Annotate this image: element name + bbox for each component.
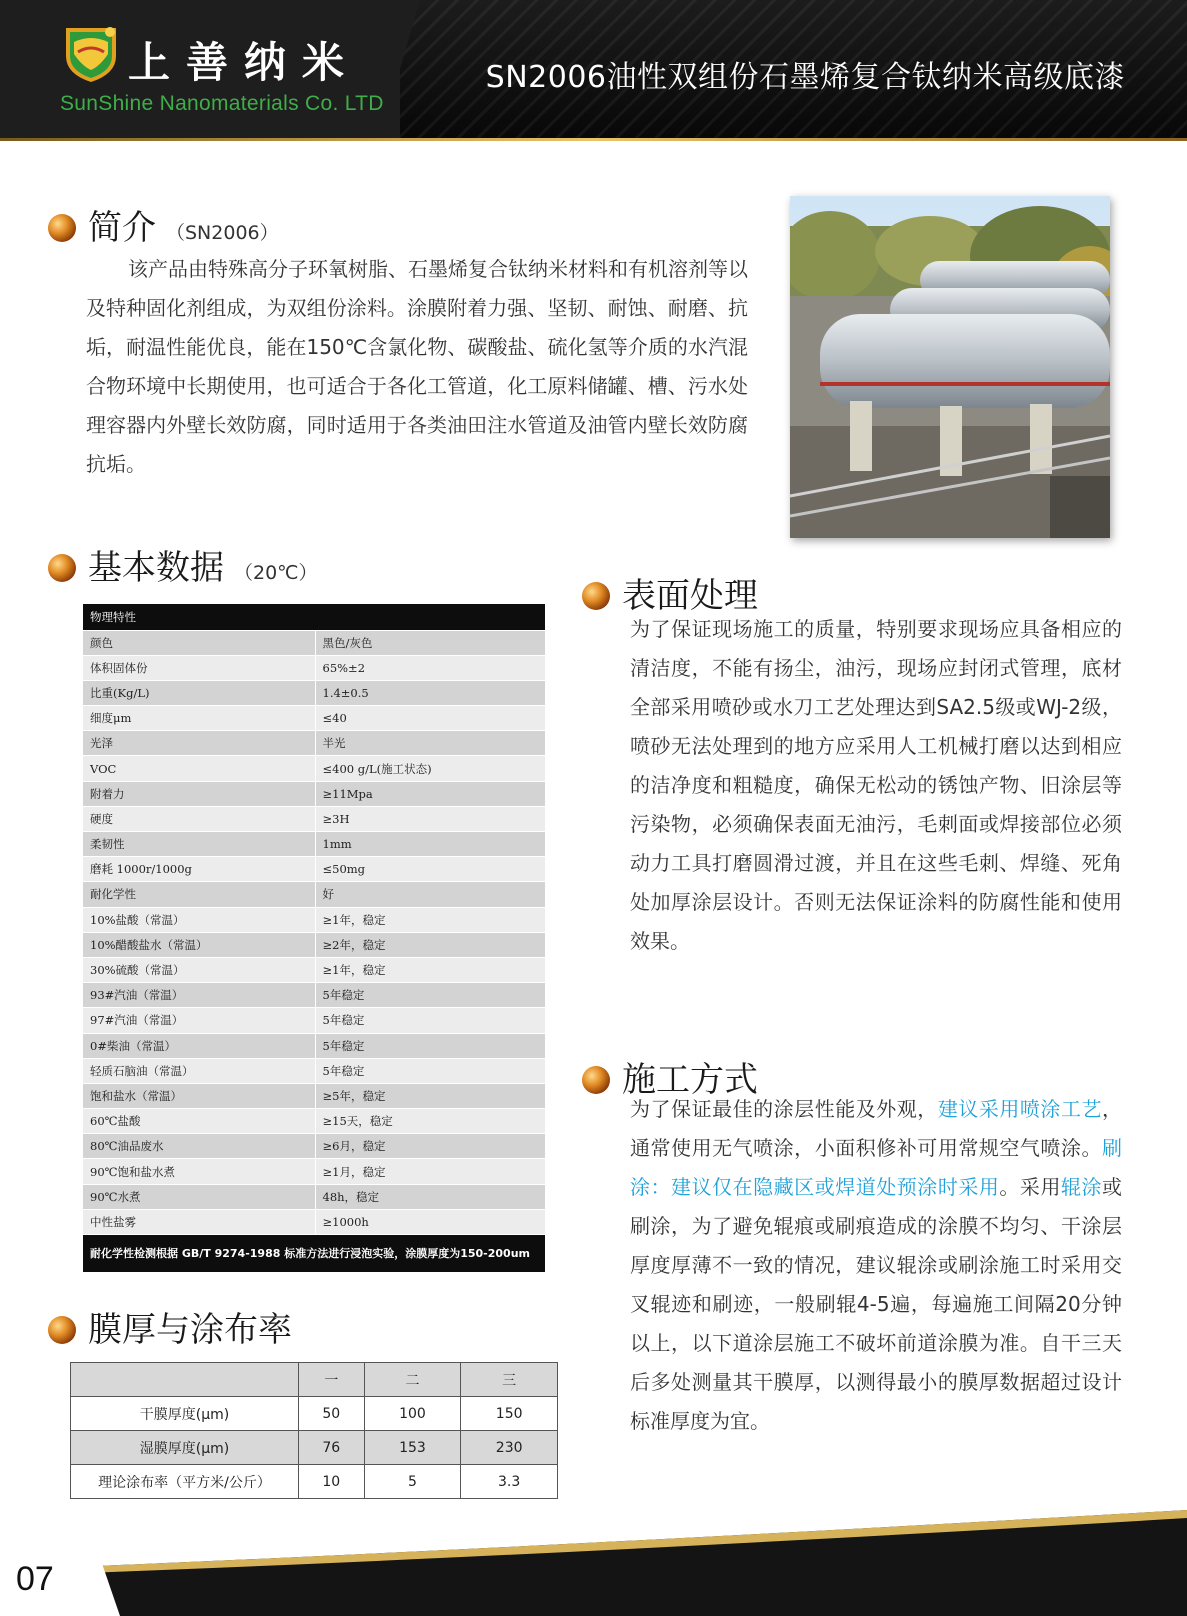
property-name-cell: 硬度	[83, 806, 315, 831]
property-value-cell: ≥5年，稳定	[315, 1083, 545, 1108]
property-name-cell: 93#汽油（常温）	[83, 983, 315, 1008]
header-banner	[0, 0, 1187, 138]
property-value-cell: 黑色/灰色	[315, 630, 545, 655]
table-header-cell: 物理特性	[83, 604, 545, 630]
table-cell: 3.3	[461, 1465, 558, 1499]
table-cell	[71, 1363, 299, 1397]
table-row	[83, 882, 545, 907]
property-name-cell: 80℃油品废水	[83, 1134, 315, 1159]
table-row	[83, 983, 545, 1008]
property-value-cell: ≥2年，稳定	[315, 932, 545, 957]
logo-chinese-name: 上善纳米	[128, 38, 361, 87]
table-row	[83, 1083, 545, 1108]
property-name-cell: 30%硫酸（常温）	[83, 957, 315, 982]
table-row	[83, 1058, 545, 1083]
intro-subtitle: （SN2006）	[166, 222, 279, 244]
table-col-header: 一	[299, 1363, 365, 1397]
physical-properties-table	[83, 604, 545, 1273]
section-bullet-icon	[48, 1316, 76, 1344]
table-cell: 10	[299, 1465, 365, 1499]
header-divider	[0, 138, 1187, 141]
property-name-cell: 90℃水煮	[83, 1184, 315, 1209]
property-name-cell: 磨耗 1000r/1000g	[83, 857, 315, 882]
page-title: SN2006油性双组份石墨烯复合钛纳米高级底漆	[485, 60, 1125, 95]
construction-highlight-brush: 刷涂：建议仅在隐藏区或焊道处预涂时采用	[630, 1136, 1122, 1199]
property-name-cell: 颜色	[83, 630, 315, 655]
property-name-cell: 附着力	[83, 781, 315, 806]
table-header-row	[83, 604, 545, 630]
property-value-cell: 5年稳定	[315, 983, 545, 1008]
table-row	[83, 907, 545, 932]
construction-text-part: 或刷涂，为了避免辊痕或刷痕造成的涂膜不均匀、干涂层厚度厚薄不一致的情况，建议辊涂或刷涂施工时采用交叉辊迹和刷迹，一般刷辊4-5遍，每遍施工间隔20分钟以上，以下道涂层施工不破坏前道涂膜为准。自干三天后多处测量其干膜厚，以测得最小的膜厚数据超过设计标准厚度为宜。	[630, 1175, 1123, 1433]
surface-title: 表面处理	[622, 576, 758, 616]
header-wedge	[380, 0, 420, 138]
property-name-cell: 10%醋酸盐水（常温）	[83, 932, 315, 957]
section-bullet-icon	[48, 214, 76, 242]
table-row	[83, 630, 545, 655]
construction-text	[630, 1090, 1122, 1441]
logo-english-name: SunShine Nanomaterials Co. LTD	[60, 92, 384, 115]
property-value-cell: ≥6月，稳定	[315, 1134, 545, 1159]
thickness-heading	[48, 1302, 292, 1351]
table-row	[71, 1363, 558, 1397]
property-name-cell: 0#柴油（常温）	[83, 1033, 315, 1058]
table-row	[71, 1397, 558, 1431]
property-value-cell: 65%±2	[315, 655, 545, 680]
property-value-cell: ≤400 g/L(施工状态)	[315, 756, 545, 781]
table-footnote-row	[83, 1235, 545, 1273]
intro-title: 简介	[88, 208, 156, 248]
intro-text: 该产品由特殊高分子环氧树脂、石墨烯复合钛纳米材料和有机溶剂等以及特种固化剂组成，为双组份涂料。涂膜附着力强、坚韧、耐蚀、耐磨、抗垢，耐温性能优良，能在150℃含氯化物、碳酸盐、硫化氢等介质的水汽混合物环境中长期使用，也可适合于各化工管道，化工原料储罐、槽、污水处理容器内外壁长效防腐，同时适用于各类油田注水管道及油管内壁长效防腐抗垢。	[86, 257, 748, 476]
property-name-cell: 柔韧性	[83, 832, 315, 857]
table-row	[71, 1431, 558, 1465]
property-value-cell: 48h，稳定	[315, 1184, 545, 1209]
table-row	[83, 857, 545, 882]
property-name-cell: 光泽	[83, 731, 315, 756]
table-footnote: 耐化学性检测根据 GB/T 9274-1988 标准方法进行浸泡实验，涂膜厚度为150-200um	[83, 1235, 545, 1273]
property-name-cell: 耐化学性	[83, 882, 315, 907]
table-row-label: 干膜厚度(μm)	[71, 1397, 299, 1431]
table-cell: 230	[461, 1431, 558, 1465]
property-name-cell: 中性盐雾	[83, 1209, 315, 1234]
table-cell: 50	[299, 1397, 365, 1431]
table-row	[83, 1209, 545, 1234]
property-value-cell: ≥1000h	[315, 1209, 545, 1234]
property-name-cell: 体积固体份	[83, 655, 315, 680]
construction-title: 施工方式	[622, 1060, 758, 1100]
property-name-cell: 60℃盐酸	[83, 1109, 315, 1134]
property-value-cell: 5年稳定	[315, 1058, 545, 1083]
property-value-cell: ≥3H	[315, 806, 545, 831]
surface-text: 为了保证现场施工的质量，特别要求现场应具备相应的清洁度，不能有扬尘，油污，现场应封闭式管理，底材全部采用喷砂或水刀工艺处理达到SA2.5级或WJ-2级，喷砂无法处理到的地方应采用人工机械打磨以达到相应的洁净度和粗糙度，确保无松动的锈蚀产物、旧涂层等污染物，必须确保表面无油污，毛刺面或焊接部位必须动力工具打磨圆滑过渡，并且在这些毛刺、焊缝、死角处加厚涂层设计。否则无法保证涂料的防腐性能和使用效果。	[630, 617, 1122, 953]
footer-swoosh	[0, 1510, 1187, 1616]
basic-data-title: 基本数据	[88, 548, 224, 588]
section-bullet-icon	[48, 554, 76, 582]
table-row	[83, 756, 545, 781]
table-row	[83, 806, 545, 831]
property-value-cell: 1.4±0.5	[315, 680, 545, 705]
page-number: 07	[16, 1560, 54, 1598]
table-row	[83, 731, 545, 756]
table-row	[83, 1184, 545, 1209]
table-row-label: 理论涂布率（平方米/公斤）	[71, 1465, 299, 1499]
property-value-cell: ≥1月，稳定	[315, 1159, 545, 1184]
construction-highlight-spray: 建议采用喷涂工艺	[937, 1097, 1103, 1121]
property-name-cell: 饱和盐水（常温）	[83, 1083, 315, 1108]
table-row	[83, 655, 545, 680]
construction-highlight-roller: 辊涂	[1060, 1175, 1103, 1199]
property-name-cell: 细度μm	[83, 706, 315, 731]
property-value-cell: ≥1年，稳定	[315, 957, 545, 982]
property-value-cell: 好	[315, 882, 545, 907]
property-name-cell: VOC	[83, 756, 315, 781]
table-row	[83, 932, 545, 957]
storage-tanks-photo	[790, 196, 1110, 538]
table-row-label: 湿膜厚度(μm)	[71, 1431, 299, 1465]
thickness-table	[70, 1362, 558, 1499]
table-row	[83, 832, 545, 857]
property-value-cell: 5年稳定	[315, 1008, 545, 1033]
property-value-cell: ≥1年，稳定	[315, 907, 545, 932]
property-name-cell: 10%盐酸（常温）	[83, 907, 315, 932]
table-cell: 100	[364, 1397, 461, 1431]
property-value-cell: 半光	[315, 731, 545, 756]
property-value-cell: 5年稳定	[315, 1033, 545, 1058]
logo-badge-icon	[60, 22, 122, 84]
table-cell: 153	[364, 1431, 461, 1465]
basic-data-heading	[48, 540, 318, 589]
property-name-cell: 97#汽油（常温）	[83, 1008, 315, 1033]
property-name-cell: 90℃饱和盐水煮	[83, 1159, 315, 1184]
construction-text-part: 。采用	[999, 1175, 1061, 1199]
table-row	[83, 1033, 545, 1058]
table-cell: 150	[461, 1397, 558, 1431]
table-row	[83, 1134, 545, 1159]
construction-text-part: 为了保证最佳的涂层性能及外观，	[630, 1097, 938, 1121]
table-cell: 5	[364, 1465, 461, 1499]
table-row	[83, 781, 545, 806]
table-col-header: 三	[461, 1363, 558, 1397]
property-value-cell: ≥11Mpa	[315, 781, 545, 806]
table-row	[83, 706, 545, 731]
property-value-cell: ≤50mg	[315, 857, 545, 882]
table-row	[83, 1008, 545, 1033]
property-value-cell: ≥15天，稳定	[315, 1109, 545, 1134]
table-cell: 76	[299, 1431, 365, 1465]
table-row	[71, 1465, 558, 1499]
property-value-cell: ≤40	[315, 706, 545, 731]
intro-heading	[48, 200, 279, 249]
table-row	[83, 957, 545, 982]
table-col-header: 二	[364, 1363, 461, 1397]
construction-text-part: ，通常使用无气喷涂，小面积修补可用常规空气喷涂。	[630, 1097, 1123, 1160]
thickness-title: 膜厚与涂布率	[88, 1310, 292, 1350]
table-row	[83, 1159, 545, 1184]
section-bullet-icon	[582, 1066, 610, 1094]
table-row	[83, 680, 545, 705]
property-name-cell: 比重(Kg/L)	[83, 680, 315, 705]
property-value-cell: 1mm	[315, 832, 545, 857]
table-row	[83, 1109, 545, 1134]
section-bullet-icon	[582, 582, 610, 610]
basic-data-subtitle: （20℃）	[234, 562, 318, 584]
property-name-cell: 轻质石脑油（常温）	[83, 1058, 315, 1083]
